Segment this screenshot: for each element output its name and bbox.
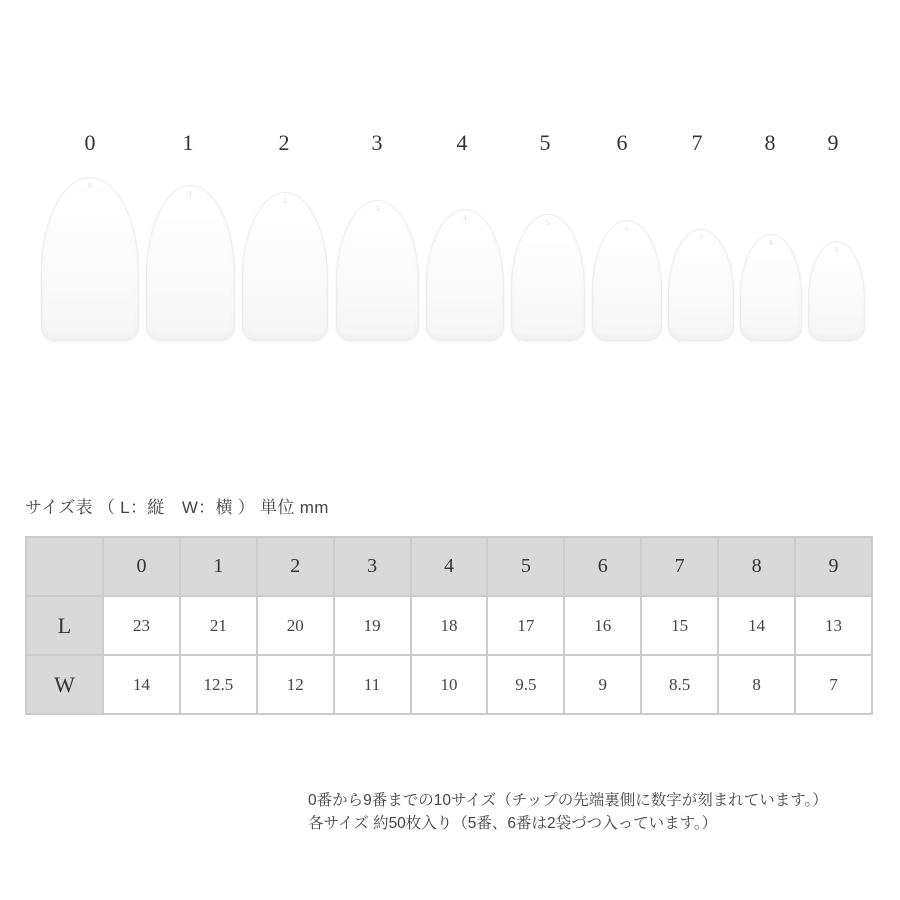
size-number-5: 5 (539, 130, 551, 155)
table-cell: 8.5 (641, 655, 718, 714)
table-cell: 9.5 (487, 655, 564, 714)
table-cell: 11 (334, 655, 411, 714)
table-cell: 9 (564, 655, 641, 714)
nail-tip-2 (242, 192, 328, 341)
size-number-1: 1 (182, 130, 194, 155)
table-cell: 14 (103, 655, 180, 714)
product-notes (308, 789, 828, 835)
nail-engraved-number: 6 (625, 225, 629, 233)
column-header: 4 (411, 537, 488, 596)
table-cell: 19 (334, 596, 411, 655)
table-cell: 21 (180, 596, 257, 655)
size-number-9: 9 (827, 130, 839, 155)
nail-tip-3 (336, 200, 419, 341)
table-cell: 17 (487, 596, 564, 655)
nail-tip-8 (740, 234, 802, 341)
nail-tip-0 (41, 177, 139, 341)
note-line: 0番から9番までの10サイズ（チップの先端裏側に数字が刻まれています。） (308, 792, 828, 809)
column-header: 2 (257, 537, 334, 596)
table-cell: 10 (411, 655, 488, 714)
nail-tip-7 (668, 229, 734, 341)
size-number-4: 4 (456, 130, 468, 155)
size-table (25, 536, 873, 715)
column-header: 3 (334, 537, 411, 596)
size-number-3: 3 (371, 130, 383, 155)
table-row-length (26, 596, 872, 655)
nail-tip-1 (146, 185, 235, 341)
table-cell: 14 (718, 596, 795, 655)
size-number-7: 7 (691, 130, 703, 155)
column-header: 0 (103, 537, 180, 596)
nail-engraved-number: 2 (283, 197, 287, 205)
size-number-2: 2 (278, 130, 290, 155)
table-cell: 23 (103, 596, 180, 655)
size-number-0: 0 (84, 130, 96, 155)
nail-tip-4 (426, 209, 504, 341)
table-cell: 20 (257, 596, 334, 655)
table-row-width (26, 655, 872, 714)
nail-tip-9 (808, 241, 865, 341)
table-corner-cell (26, 537, 103, 596)
nail-engraved-number: 8 (769, 239, 773, 247)
column-header: 7 (641, 537, 718, 596)
size-number-6: 6 (616, 130, 628, 155)
column-header: 9 (795, 537, 872, 596)
row-header: L (26, 596, 103, 655)
nail-engraved-number: 3 (375, 205, 380, 213)
column-header: 6 (564, 537, 641, 596)
table-cell: 7 (795, 655, 872, 714)
column-header: 8 (718, 537, 795, 596)
nail-engraved-number: 0 (88, 182, 92, 190)
size-number-8: 8 (764, 130, 776, 155)
nail-tip-6 (592, 220, 662, 341)
table-cell: 12.5 (180, 655, 257, 714)
nail-engraved-number: 9 (834, 246, 839, 254)
nail-engraved-number: 7 (699, 234, 703, 242)
size-table-caption: サイズ表 （ L：縦 W：横 ） 単位 mm (25, 498, 329, 517)
table-cell: 15 (641, 596, 718, 655)
table-cell: 12 (257, 655, 334, 714)
nail-engraved-number: 5 (546, 219, 550, 227)
table-cell: 18 (411, 596, 488, 655)
column-header: 1 (180, 537, 257, 596)
nail-tip-5 (511, 214, 585, 341)
note-line: 各サイズ 約50枚入り（5番、6番は2袋づつ入っています。） (308, 815, 718, 832)
row-header: W (26, 655, 103, 714)
nail-engraved-number: 1 (188, 190, 193, 198)
table-cell: 13 (795, 596, 872, 655)
table-cell: 8 (718, 655, 795, 714)
table-cell: 16 (564, 596, 641, 655)
column-header: 5 (487, 537, 564, 596)
table-header-row (26, 537, 872, 596)
nail-engraved-number: 4 (463, 214, 467, 222)
